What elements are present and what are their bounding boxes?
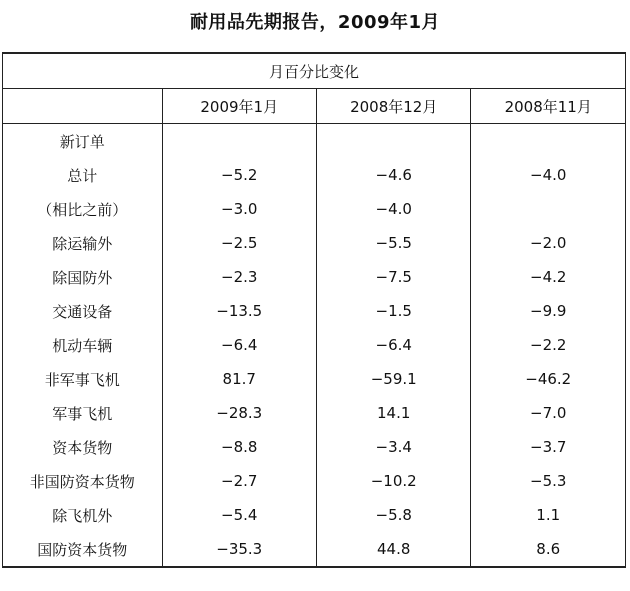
table-cell: −2.5 xyxy=(162,226,316,260)
row-label: 除运输外 xyxy=(3,226,163,260)
table-cell: −3.7 xyxy=(471,430,626,464)
table-cell: −59.1 xyxy=(316,362,470,396)
table-row xyxy=(3,362,626,396)
table-cell: −4.2 xyxy=(471,260,626,294)
row-label: 军事飞机 xyxy=(3,396,163,430)
table-cell: 14.1 xyxy=(316,396,470,430)
column-header-row xyxy=(3,89,626,124)
row-label: 机动车辆 xyxy=(3,328,163,362)
table-cell: −2.0 xyxy=(471,226,626,260)
corner-cell xyxy=(3,89,163,124)
table-row xyxy=(3,260,626,294)
table-cell: −7.0 xyxy=(471,396,626,430)
table-row xyxy=(3,464,626,498)
column-header: 2008年11月 xyxy=(471,89,626,124)
table-cell: −1.5 xyxy=(316,294,470,328)
table-cell: −4.0 xyxy=(316,192,470,226)
column-header: 2008年12月 xyxy=(316,89,470,124)
table-cell: −5.2 xyxy=(162,158,316,192)
table-cell: −5.5 xyxy=(316,226,470,260)
row-label: 总计 xyxy=(3,158,163,192)
table-cell xyxy=(471,124,626,159)
table-cell: −13.5 xyxy=(162,294,316,328)
span-header-row xyxy=(3,53,626,89)
table-cell: −2.7 xyxy=(162,464,316,498)
table-row xyxy=(3,430,626,464)
table-row xyxy=(3,226,626,260)
table-cell: 81.7 xyxy=(162,362,316,396)
table-cell: −3.4 xyxy=(316,430,470,464)
row-label: 非军事飞机 xyxy=(3,362,163,396)
table-row xyxy=(3,158,626,192)
table-row xyxy=(3,328,626,362)
table-cell: −6.4 xyxy=(162,328,316,362)
row-label: 非国防资本货物 xyxy=(3,464,163,498)
table-cell: −10.2 xyxy=(316,464,470,498)
table-cell: −4.0 xyxy=(471,158,626,192)
row-label: 除国防外 xyxy=(3,260,163,294)
table-cell: 8.6 xyxy=(471,532,626,567)
table-cell: −8.8 xyxy=(162,430,316,464)
table-cell: −2.3 xyxy=(162,260,316,294)
table-cell: −6.4 xyxy=(316,328,470,362)
table-cell: −5.4 xyxy=(162,498,316,532)
table-cell: −35.3 xyxy=(162,532,316,567)
table-row xyxy=(3,396,626,430)
table-cell: −5.8 xyxy=(316,498,470,532)
table-cell xyxy=(316,124,470,159)
table-row xyxy=(3,532,626,567)
table-cell: −7.5 xyxy=(316,260,470,294)
row-label: 国防资本货物 xyxy=(3,532,163,567)
row-label: 除飞机外 xyxy=(3,498,163,532)
table-cell xyxy=(471,192,626,226)
table-cell: 44.8 xyxy=(316,532,470,567)
report-title: 耐用品先期报告，2009年1月 xyxy=(189,12,441,33)
row-label: 资本货物 xyxy=(3,430,163,464)
column-header: 2009年1月 xyxy=(162,89,316,124)
table-cell: −3.0 xyxy=(162,192,316,226)
table-cell: 1.1 xyxy=(471,498,626,532)
table-row xyxy=(3,124,626,159)
table-cell: −4.6 xyxy=(316,158,470,192)
row-label: 交通设备 xyxy=(3,294,163,328)
table-row xyxy=(3,498,626,532)
table-cell: −46.2 xyxy=(471,362,626,396)
table-cell: −28.3 xyxy=(162,396,316,430)
table-cell: −2.2 xyxy=(471,328,626,362)
durable-goods-table xyxy=(2,52,626,568)
table-row xyxy=(3,294,626,328)
row-label: （相比之前） xyxy=(3,192,163,226)
row-label: 新订单 xyxy=(3,124,163,159)
table-row xyxy=(3,192,626,226)
span-header: 月百分比变化 xyxy=(3,53,626,89)
table-cell: −9.9 xyxy=(471,294,626,328)
table-cell xyxy=(162,124,316,159)
table-cell: −5.3 xyxy=(471,464,626,498)
